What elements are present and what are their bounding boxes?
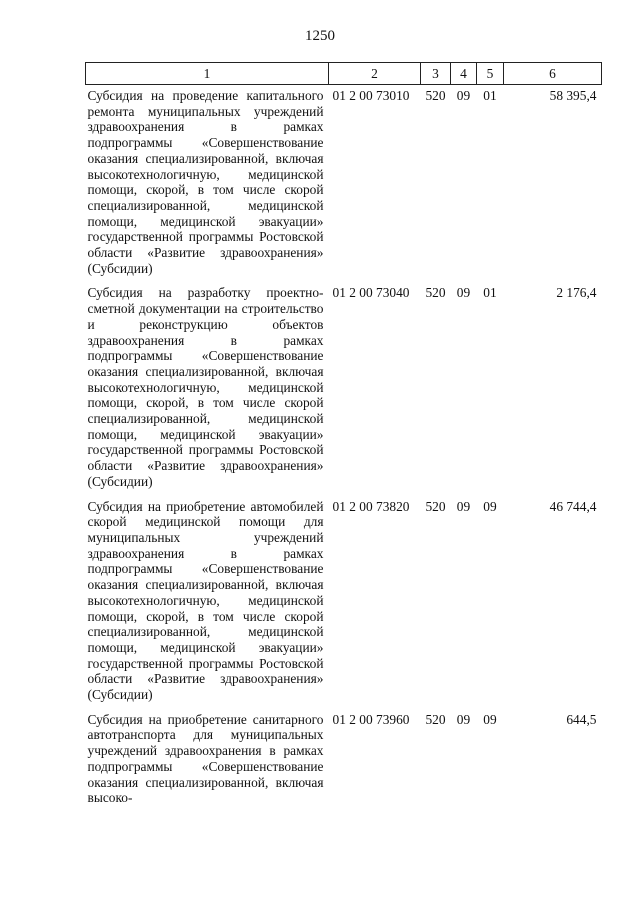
row-target-code: 01 2 00 73040	[332, 285, 410, 301]
column-header: 5	[477, 63, 504, 85]
row-section: 09	[456, 711, 471, 727]
row-amount: 46 744,4	[549, 498, 597, 514]
row-amount: 58 395,4	[549, 88, 597, 103]
row-expense-type: 520	[425, 711, 446, 727]
table-header-row	[86, 63, 602, 85]
row-expense-type: 520	[425, 285, 446, 301]
table-row	[86, 282, 602, 495]
column-header: 4	[451, 63, 477, 85]
row-target-code: 01 2 00 73010	[332, 88, 410, 103]
column-header: 2	[329, 63, 421, 85]
table-row	[86, 85, 602, 283]
row-subsection: 09	[483, 711, 497, 727]
row-subsection: 01	[483, 88, 497, 103]
row-description: Субсидия на приобретение санитарного автотранспорта для муниципальных учреждений здравоохранения в рамках подпрограммы «Совершенствование оказания специализированной, включая высоко-	[87, 711, 324, 806]
row-amount: 644,5	[566, 711, 597, 727]
row-description: Субсидия на разработку проектно-сметной документации на строительство и реконструкцию объектов здравоохранения в рамках подпрограммы «Совершенствование оказания специализированной, включая высокотехнологичную, медицинской помощи, скорой, в том числе скорой специализированной, медицинской помощи, медицинской эвакуации» государственной программы Ростовской области «Развитие здравоохранения» (Субсидии)	[87, 285, 324, 489]
row-target-code: 01 2 00 73820	[332, 498, 410, 514]
row-description: Субсидия на проведение капитального ремонта муниципальных учреждений здравоохранения в рамках подпрограммы «Совершенствование оказания специализированной, включая высокотехнологичную, медицинской помощи, скорой, в том числе скорой специализированной, медицинской помощи, медицинской эвакуации» государственной программы Ростовской области «Развитие здравоохранения» (Субсидии)	[87, 88, 324, 276]
row-expense-type: 520	[425, 88, 446, 103]
column-header: 1	[86, 63, 329, 85]
row-expense-type: 520	[425, 498, 446, 514]
column-header: 6	[504, 63, 602, 85]
table-row	[86, 496, 602, 709]
row-amount: 2 176,4	[556, 285, 597, 301]
row-section: 09	[456, 498, 471, 514]
row-description: Субсидия на приобретение автомобилей скорой медицинской помощи для муниципальных учреждений здравоохранения в рамках подпрограммы «Совершенствование оказания специализированной, включая высокотехнологичную, медицинской помощи, скорой, в том числе скорой специализированной, медицинской помощи, медицинской эвакуации» государственной программы Ростовской области «Развитие здравоохранения» (Субсидии)	[87, 498, 324, 703]
row-subsection: 01	[483, 285, 497, 301]
budget-table	[85, 62, 602, 812]
table-row	[86, 709, 602, 812]
row-section: 09	[456, 285, 471, 301]
row-subsection: 09	[483, 498, 497, 514]
row-section: 09	[456, 88, 471, 103]
row-target-code: 01 2 00 73960	[332, 711, 410, 727]
column-header: 3	[421, 63, 451, 85]
page-number: 1250	[305, 28, 335, 44]
